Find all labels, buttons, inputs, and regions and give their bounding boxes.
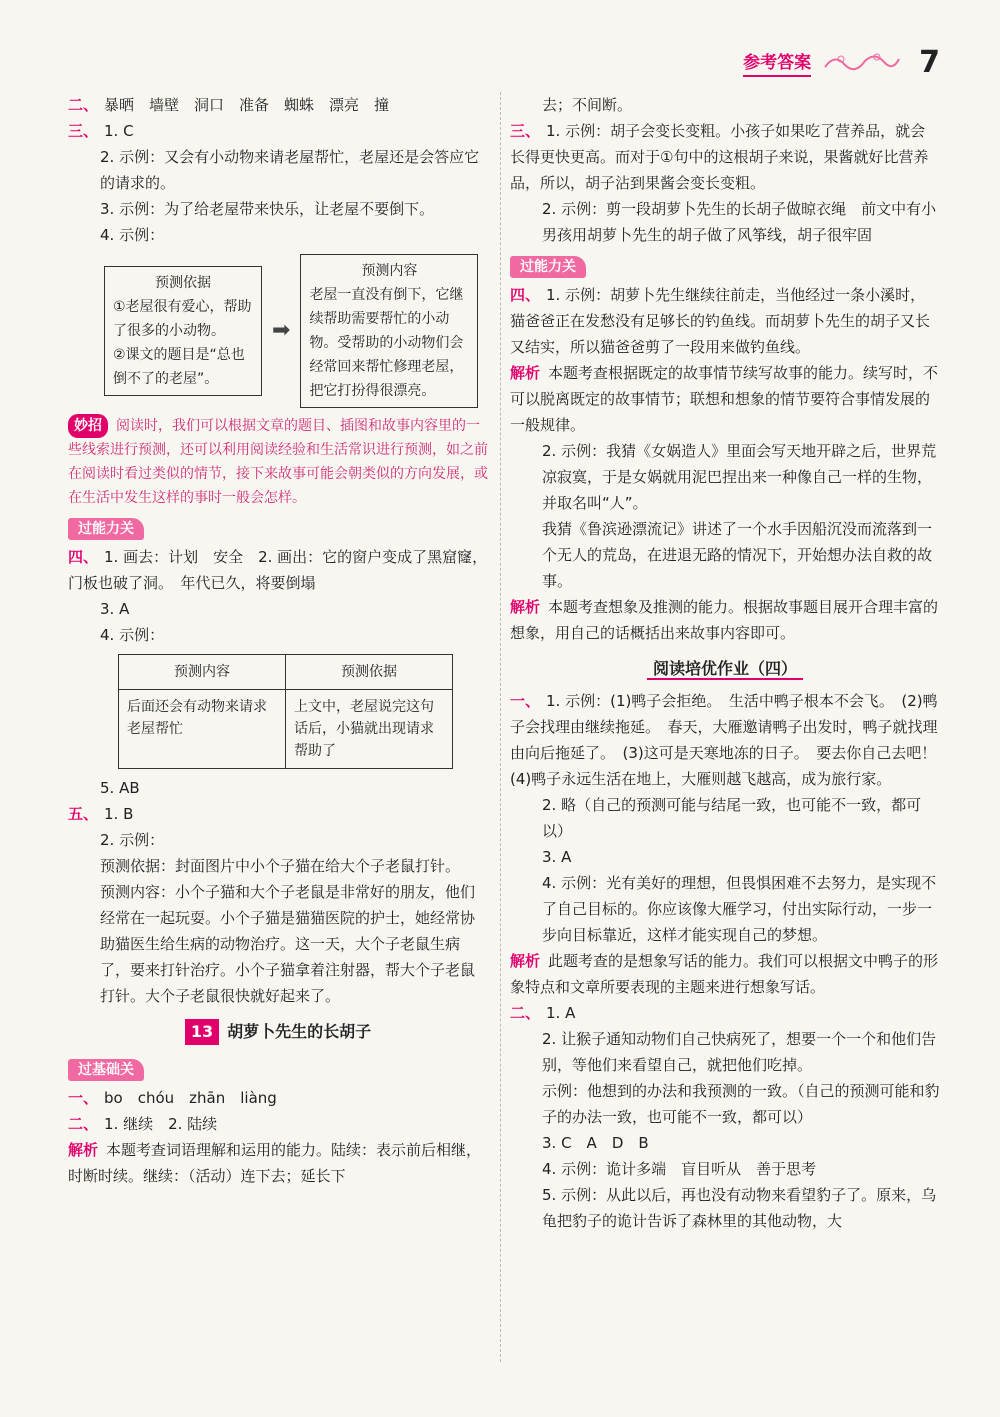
h1-num: 一、 — [510, 692, 541, 710]
lesson-number: 13 — [185, 1019, 219, 1045]
l2-analysis-label: 解析 — [68, 1141, 99, 1159]
r4-item-2: 2. 示例：我猜《女娲造人》里面会写天地开辟之后，世界荒凉寂寞，于是女娲就用泥巴捏出来一种像自己一样的生物，并取名叫“人”。 — [542, 442, 937, 512]
q5-num: 五、 — [68, 805, 99, 823]
q3-item-3: 3. 示例：为了给老屋带来快乐，让老屋不要倒下。 — [100, 200, 435, 218]
lesson-name: 胡萝卜先生的长胡子 — [227, 1022, 372, 1041]
h2-num: 二、 — [510, 1004, 541, 1022]
homework-title — [510, 656, 940, 682]
table-cell-content: 后面还会有动物来请求老屋帮忙 — [119, 690, 286, 769]
q2-text: 暴晒 墙壁 洞口 准备 蜘蛛 漂亮 撞 — [104, 96, 390, 114]
answer-badge: 参考答案 — [743, 48, 811, 77]
decoration-icon — [821, 49, 901, 75]
homework-title-text: 阅读培优作业（四） — [647, 659, 803, 680]
q4-item-1: 1. 画去：计划 安全 2. 画出：它的窗户变成了黑窟窿，门板也破了洞。 年代已久，将要倒塌 — [68, 548, 488, 592]
h2-item-1: 1. A — [546, 1004, 576, 1022]
r3-num: 三、 — [510, 122, 541, 140]
box1-title: 预测依据 — [155, 275, 211, 291]
q5-item-3: 预测依据：封面图片中小个子猫在给大个子老鼠打针。 — [100, 857, 461, 875]
q3-block — [68, 118, 488, 248]
l2-line — [68, 1111, 488, 1137]
h1-analysis — [510, 948, 940, 1000]
q3-num: 三、 — [68, 122, 99, 140]
q3-item-2: 2. 示例：又会有小动物来请老屋帮忙，老屋还是会答应它的请求的。 — [100, 148, 480, 192]
r4-block — [510, 282, 940, 646]
h1-analysis-text: 此题考查的是想象写话的能力。我们可以根据文中鸭子的形象特点和文章所要表现的主题来进行想象写话。 — [510, 952, 939, 996]
l1-num: 一、 — [68, 1089, 99, 1107]
q3-item-4: 4. 示例： — [100, 226, 165, 244]
box2-title: 预测内容 — [361, 263, 418, 279]
prediction-content-box — [300, 254, 478, 408]
arrow-right-icon: ➡ — [272, 318, 291, 343]
tip-block — [68, 414, 488, 510]
table-cell-basis: 上文中，老屋说完这句话后，小猫就出现请求帮助了 — [286, 690, 453, 769]
q5-item-4: 预测内容：小个子猫和大个子老鼠是非常好的朋友，他们经常在一起玩耍。小个子猫是猫猫医院的护士，她经常协助猫医生给生病的动物治疗。这一天，大个子老鼠生病了，要来打针治疗。小个子猫拿着注射器，帮大个子老鼠打针。大个子老鼠很快就好起来了。 — [100, 883, 476, 1005]
q5-block — [68, 801, 488, 1009]
prediction-boxes — [104, 254, 488, 408]
r4-item-1: 1. 示例：胡萝卜先生继续往前走，当他经过一条小溪时，猫爸爸正在发愁没有足够长的钓鱼线。而胡萝卜先生的胡子又长又结实，所以猫爸爸剪了一段用来做钓鱼线。 — [510, 286, 931, 356]
tip-label: 妙招 — [68, 414, 108, 438]
l2-analysis-text: 本题考查词语理解和运用的能力。陆续：表示前后相继，时断时续。继续：（活动）连下去；延长下 — [68, 1141, 482, 1185]
q4-num: 四、 — [68, 548, 99, 566]
q4-block — [68, 544, 488, 648]
r4-analysis-2 — [510, 594, 940, 646]
q3-item-1: 1. C — [104, 122, 134, 140]
column-divider — [500, 92, 501, 1362]
q2-num: 二、 — [68, 96, 99, 114]
page-header — [743, 42, 940, 82]
r3-item-1: 1. 示例：胡子会变长变粗。小孩子如果吃了营养品，就会长得更快更高。而对于①句中的这根胡子来说，果酱就好比营养品，所以，胡子沾到果酱会变长变粗。 — [510, 122, 929, 192]
h1-block — [510, 688, 952, 1000]
h2-item-2: 2. 让猴子通知动物们自己快病死了，想要一个一个和他们告别，等他们来看望自己，就把他们吃掉。 — [542, 1030, 937, 1074]
table-header-basis: 预测依据 — [286, 655, 453, 690]
right-continuation: 去；不间断。 — [542, 96, 633, 114]
h2-item-3: 示例：他想到的办法和我预测的一致。（自己的预测可能和豹子的办法一致，也可能不一致，都可以） — [542, 1082, 940, 1126]
r4-num: 四、 — [510, 286, 541, 304]
left-column — [68, 92, 488, 1189]
page-number: 7 — [919, 44, 940, 80]
section-ability-left: 过能力关 — [68, 518, 144, 540]
r4-analysis-label: 解析 — [510, 364, 541, 382]
r4-analysis2-label: 解析 — [510, 598, 541, 616]
r3-block — [510, 118, 940, 248]
right-column — [510, 92, 952, 1234]
l1-text: bo chóu zhān liàng — [104, 1089, 277, 1107]
q5-item-1: 1. B — [104, 805, 134, 823]
h1-item-1: 1. 示例：(1)鸭子会拒绝。 生活中鸭子根本不会飞。 (2)鸭子会找理由继续拖延。 春天，大雁邀请鸭子出发时，鸭子就找理由向后拖延了。 (3)这可是天寒地冻的日子。 要去你自己去吧！ (4)鸭子永远生活在地上，大雁则越飞越高，成为旅行家。 — [510, 692, 952, 788]
box2-line-1: 老屋一直没有倒下，它继续帮助需要帮忙的小动物。受帮助的小动物们会经常回来帮忙修理老屋，把它打扮得很漂亮。 — [309, 287, 464, 399]
box1-line-1: ①老屋很有爱心，帮助了很多的小动物。 — [113, 299, 252, 339]
l2-num: 二、 — [68, 1115, 99, 1133]
h2-item-5: 4. 示例：诡计多端 盲目听从 善于思考 — [542, 1160, 817, 1178]
prediction-basis-box — [104, 266, 262, 396]
prediction-table — [118, 654, 453, 769]
q4-item-3: 3. A — [100, 600, 130, 618]
section-basic: 过基础关 — [68, 1059, 144, 1081]
h2-item-4: 3. C A D B — [542, 1134, 649, 1152]
table-header-content: 预测内容 — [119, 655, 286, 690]
r4-analysis2-text: 本题考查想象及推测的能力。根据故事题目展开合理丰富的想象，用自己的话概括出来故事内容即可。 — [510, 598, 939, 642]
r4-analysis — [510, 360, 940, 438]
h1-item-3: 3. A — [542, 848, 572, 866]
r4-analysis-text: 本题考查根据既定的故事情节续写故事的能力。续写时，不可以脱离既定的故事情节；联想和想象的情节要符合事情发展的一般规律。 — [510, 364, 939, 434]
h1-item-4: 4. 示例：光有美好的理想，但畏惧困难不去努力，是实现不了自己目标的。你应该像大雁学习，付出实际行动，一步一步向目标靠近，这样才能实现自己的梦想。 — [542, 874, 937, 944]
h1-analysis-label: 解析 — [510, 952, 541, 970]
r3-item-2: 2. 示例：剪一段胡萝卜先生的长胡子做晾衣绳 前文中有小男孩用胡萝卜先生的胡子做了风筝线，胡子很牢固 — [542, 200, 937, 244]
q5-item-2: 2. 示例： — [100, 831, 165, 849]
h1-item-2: 2. 略（自己的预测可能与结尾一致，也可能不一致，都可以） — [542, 796, 922, 840]
lesson-title — [68, 1019, 488, 1045]
r4-item-2b: 我猜《鲁滨逊漂流记》讲述了一个水手因船沉没而流落到一个无人的荒岛，在进退无路的情况下，开始想办法自救的故事。 — [542, 520, 933, 590]
q4-item-5: 5. AB — [100, 779, 140, 797]
section-ability-right: 过能力关 — [510, 256, 586, 278]
l2-analysis — [68, 1137, 488, 1189]
q4-item-4: 4. 示例： — [100, 626, 165, 644]
l1-line — [68, 1085, 488, 1111]
h2-item-6: 5. 示例：从此以后，再也没有动物来看望豹子了。原来，乌龟把豹子的诡计告诉了森林里的其他动物，大 — [542, 1186, 937, 1230]
tip-text: 阅读时，我们可以根据文章的题目、插图和故事内容里的一些线索进行预测，还可以利用阅读经验和生活常识进行预测，如之前在阅读时看过类似的情节，接下来故事可能会朝类似的方向发展，或在生活中发生这样的事时一般会怎样。 — [68, 418, 488, 506]
box1-line-2: ②课文的题目是“总也倒不了的老屋”。 — [113, 347, 245, 387]
l2-text: 1. 继续 2. 陆续 — [104, 1115, 218, 1133]
q2-line — [68, 92, 488, 118]
h2-block — [510, 1000, 940, 1234]
